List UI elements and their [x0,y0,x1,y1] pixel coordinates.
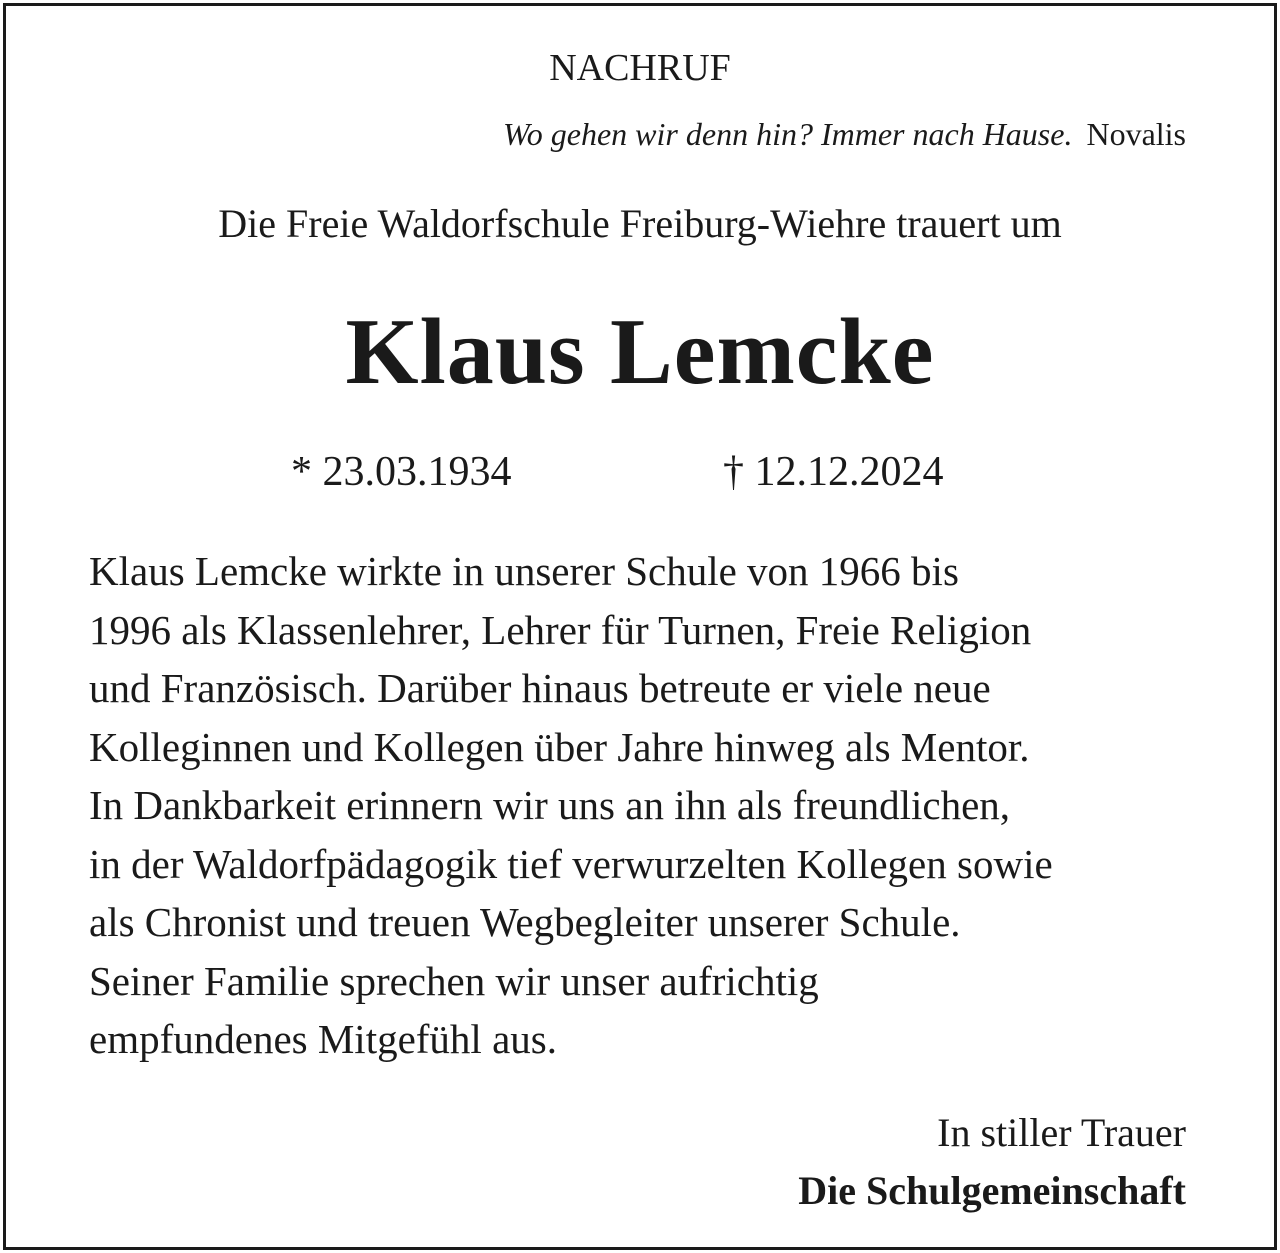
signature: Die Schulgemeinschaft [798,1168,1186,1213]
body-line: Seiner Familie sprechen wir unser aufrichtig [89,957,819,1004]
obituary-heading: NACHRUF [549,47,731,89]
obituary-frame [3,3,1277,1250]
obituary-body [89,542,1199,1069]
closing-block [798,1104,1186,1220]
body-line: Kolleginnen und Kollegen über Jahre hinweg als Mentor. [89,723,1030,770]
body-line: 1996 als Klassenlehrer, Lehrer für Turnen, Freie Religion [89,606,1032,653]
body-line: in der Waldorfpädagogik tief verwurzelten Kollegen sowie [89,840,1053,887]
deceased-name: Klaus Lemcke [345,300,935,404]
body-line: empfundenes Mitgefühl aus. [89,1016,557,1062]
motto [503,116,1186,153]
body-line: Klaus Lemcke wirkte in unserer Schule von 1966 bis [89,548,959,594]
motto-author: Novalis [1086,116,1186,152]
death-date: † 12.12.2024 [723,449,944,495]
body-line: als Chronist und treuen Wegbegleiter unserer Schule. [89,899,961,945]
intro-line: Die Freie Waldorfschule Freiburg-Wiehre trauert um [218,201,1062,246]
closing-line: In stiller Trauer [937,1110,1186,1155]
body-line: und Französisch. Darüber hinaus betreute er viele neue [89,665,991,711]
body-line: In Dankbarkeit erinnern wir uns an ihn als freundlichen, [89,782,1011,828]
motto-quote: Wo gehen wir denn hin? Immer nach Hause. [503,116,1073,152]
birth-date: * 23.03.1934 [291,449,512,495]
